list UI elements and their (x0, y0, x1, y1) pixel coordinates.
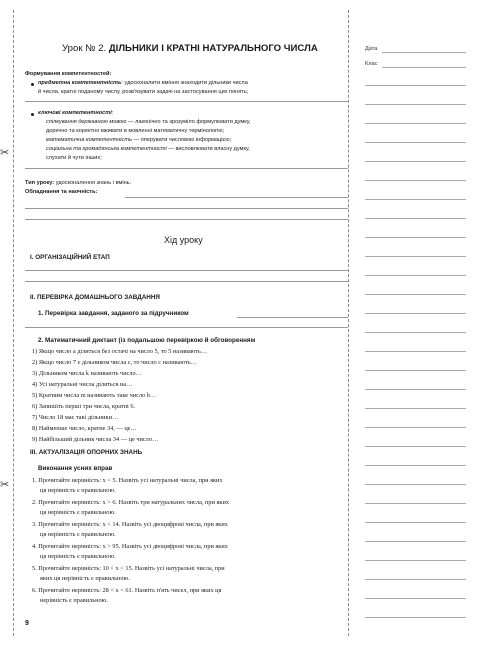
date-label: Дата (365, 46, 378, 52)
lesson-number: Урок № 2. (62, 43, 107, 54)
lesson-title: ДІЛЬНИКИ І КРАТНІ НАТУРАЛЬНОГО ЧИСЛА (108, 43, 318, 54)
sidebar-line (365, 275, 466, 276)
sidebar-line (365, 351, 466, 352)
rule-line (25, 208, 348, 209)
dictation-item: 4) Усі натуральні числа діляться на… (32, 381, 133, 388)
subject-competence (38, 81, 248, 87)
sidebar-line (365, 237, 466, 238)
oral-exercise-line: ця нерівність є правильною. (40, 509, 116, 516)
section-1-heading: I. ОРГАНІЗАЦІЙНИЙ ЕТАП (30, 254, 110, 261)
page-number: 9 (25, 620, 29, 627)
social-competence-label: соціальна та громадянська компетентності (46, 146, 167, 152)
homework-check: 1. Перевірка завдання, заданого за підручником (38, 310, 189, 317)
sidebar-line (365, 85, 466, 86)
sidebar-line (365, 427, 466, 428)
oral-exercise-line: ця нерівність є правильною. (40, 553, 116, 560)
rule-line (25, 281, 348, 282)
sidebar-line (365, 123, 466, 124)
scissors-icon: ✂ (0, 479, 10, 491)
sidebar-line (365, 579, 466, 580)
social-competence (46, 147, 250, 153)
cut-line-left (13, 10, 14, 636)
scissors-icon: ✂ (0, 147, 10, 159)
section-2-heading: II. ПЕРЕВІРКА ДОМАШНЬОГО ЗАВДАННЯ (30, 294, 160, 301)
sidebar-line (365, 389, 466, 390)
page-title (62, 44, 318, 54)
sidebar-line (365, 142, 466, 143)
subject-competence-text: : удосконалити вміння знаходити дільники числа (121, 80, 248, 86)
lesson-type-label: Тип уроку: (25, 180, 55, 186)
section-3-heading: III. АКТУАЛІЗАЦІЯ ОПОРНИХ ЗНАНЬ (30, 449, 143, 456)
rule-line (25, 327, 348, 328)
social-competence-text: — висловлювати власну думку, (166, 146, 250, 152)
sidebar-line (365, 218, 466, 219)
dictation-item: 7) Число 18 має такі дільники… (32, 414, 119, 421)
sidebar-line (365, 199, 466, 200)
equipment-label: Обладнання та наочність: (25, 189, 98, 195)
sidebar-line (365, 313, 466, 314)
social-competence-line2: слухати й чути інших; (46, 155, 102, 161)
dictation-item: 8) Найменше число, кратне 34, — це… (32, 425, 137, 432)
sidebar-line (365, 465, 466, 466)
rule-line (25, 101, 348, 102)
oral-exercise-line: яких ця нерівність є правильною. (40, 575, 130, 582)
oral-exercise-line: ця нерівність є правильною. (40, 531, 116, 538)
rule-line (237, 317, 348, 318)
oral-exercise-line: 6. Прочитайте нерівність: 28 < x < 61. Назвіть п'ять чисел, при яких ця (32, 587, 222, 594)
bullet-icon (31, 113, 34, 116)
rule-line (25, 270, 348, 271)
key-competences-colon: : (111, 110, 114, 116)
subject-competence-line2: й числа, кратні поданому числу, розв'язувати задачі на застосування цих понять; (38, 89, 249, 95)
math-competence-text: — оперувати числовою інформацією; (131, 137, 232, 143)
lesson-type (25, 181, 131, 187)
state-language-label: спілкування державною мовою (46, 119, 127, 125)
oral-exercise-line: ця нерівність є правильною. (40, 487, 116, 494)
sidebar-line (365, 180, 466, 181)
rule-line (125, 197, 348, 198)
rule-line (25, 219, 348, 220)
course-heading: Хід уроку (164, 235, 203, 245)
sidebar-line (365, 617, 466, 618)
dictation-item: 3) Дільником числа k називають число… (32, 370, 142, 377)
sidebar-line (365, 560, 466, 561)
dictation-item: 6) Запишіть перші три числа, кратні 6. (32, 403, 136, 410)
sidebar-line (365, 446, 466, 447)
sidebar-line (365, 408, 466, 409)
sidebar-line (365, 104, 466, 105)
subject-competence-label: предметна компетентність (38, 80, 122, 86)
sidebar-line (365, 484, 466, 485)
dictation-title: 2. Математичний диктант (із подальшою перевіркою й обговоренням (38, 337, 256, 344)
sidebar-line (365, 294, 466, 295)
oral-exercises-title: Виконання усних вправ (38, 465, 113, 472)
sidebar-line (365, 256, 466, 257)
math-competence (46, 138, 231, 144)
state-language-line2: доречно та коректно вживати в мовленні математичну термінологію; (46, 128, 225, 134)
cut-line-right (348, 10, 349, 636)
date-line (382, 52, 466, 53)
sidebar-line (365, 522, 466, 523)
rule-line (25, 168, 348, 169)
sidebar-line (365, 332, 466, 333)
oral-exercise-line: 1. Прочитайте нерівність: x < 5. Назвіть усі натуральні числа, при яких (32, 477, 223, 484)
bullet-icon (31, 83, 34, 86)
sidebar-line (365, 598, 466, 599)
class-line (382, 67, 466, 68)
sidebar-line (365, 541, 466, 542)
oral-exercise-line: нерівність є правильною. (40, 597, 108, 604)
oral-exercise-line: 5. Прочитайте нерівність: 10 < x < 15. Назвіть усі натуральні числа, при (32, 565, 225, 572)
oral-exercise-line: 3. Прочитайте нерівність: x < 14. Назвіть усі двоцифрові числа, при яких (32, 521, 228, 528)
sidebar-line (365, 370, 466, 371)
state-language-competence (46, 120, 251, 126)
dictation-item: 2) Якщо число 7 є дільником числа c, то число c називають… (32, 359, 197, 366)
oral-exercise-line: 2. Прочитайте нерівність: x > 6. Назвіть три натуральних числа, при яких (32, 499, 229, 506)
key-competences-label: ключові компетентності (38, 110, 112, 116)
math-competence-label: математична компетентність (46, 137, 132, 143)
state-language-text: — лаконічно та зрозуміло формулювати думку, (126, 119, 251, 125)
class-label: Клас (365, 61, 378, 67)
oral-exercise-line: 4. Прочитайте нерівність: x > 95. Назвіть усі двоцифрові числа, при яких (32, 543, 228, 550)
key-competences (38, 111, 113, 117)
sidebar-line (365, 503, 466, 504)
lesson-type-value: удосконалення знань і вмінь. (54, 180, 132, 186)
dictation-item: 9) Найбільший дільник числа 34 — це число… (32, 436, 159, 443)
competences-heading: Формування компетентностей: (25, 71, 112, 77)
dictation-item: 5) Кратним числа m називають таке число b… (32, 392, 157, 399)
sidebar-line (365, 161, 466, 162)
dictation-item: 1) Якщо число а ділиться без остачі на число 5, то 5 називають… (32, 348, 208, 355)
